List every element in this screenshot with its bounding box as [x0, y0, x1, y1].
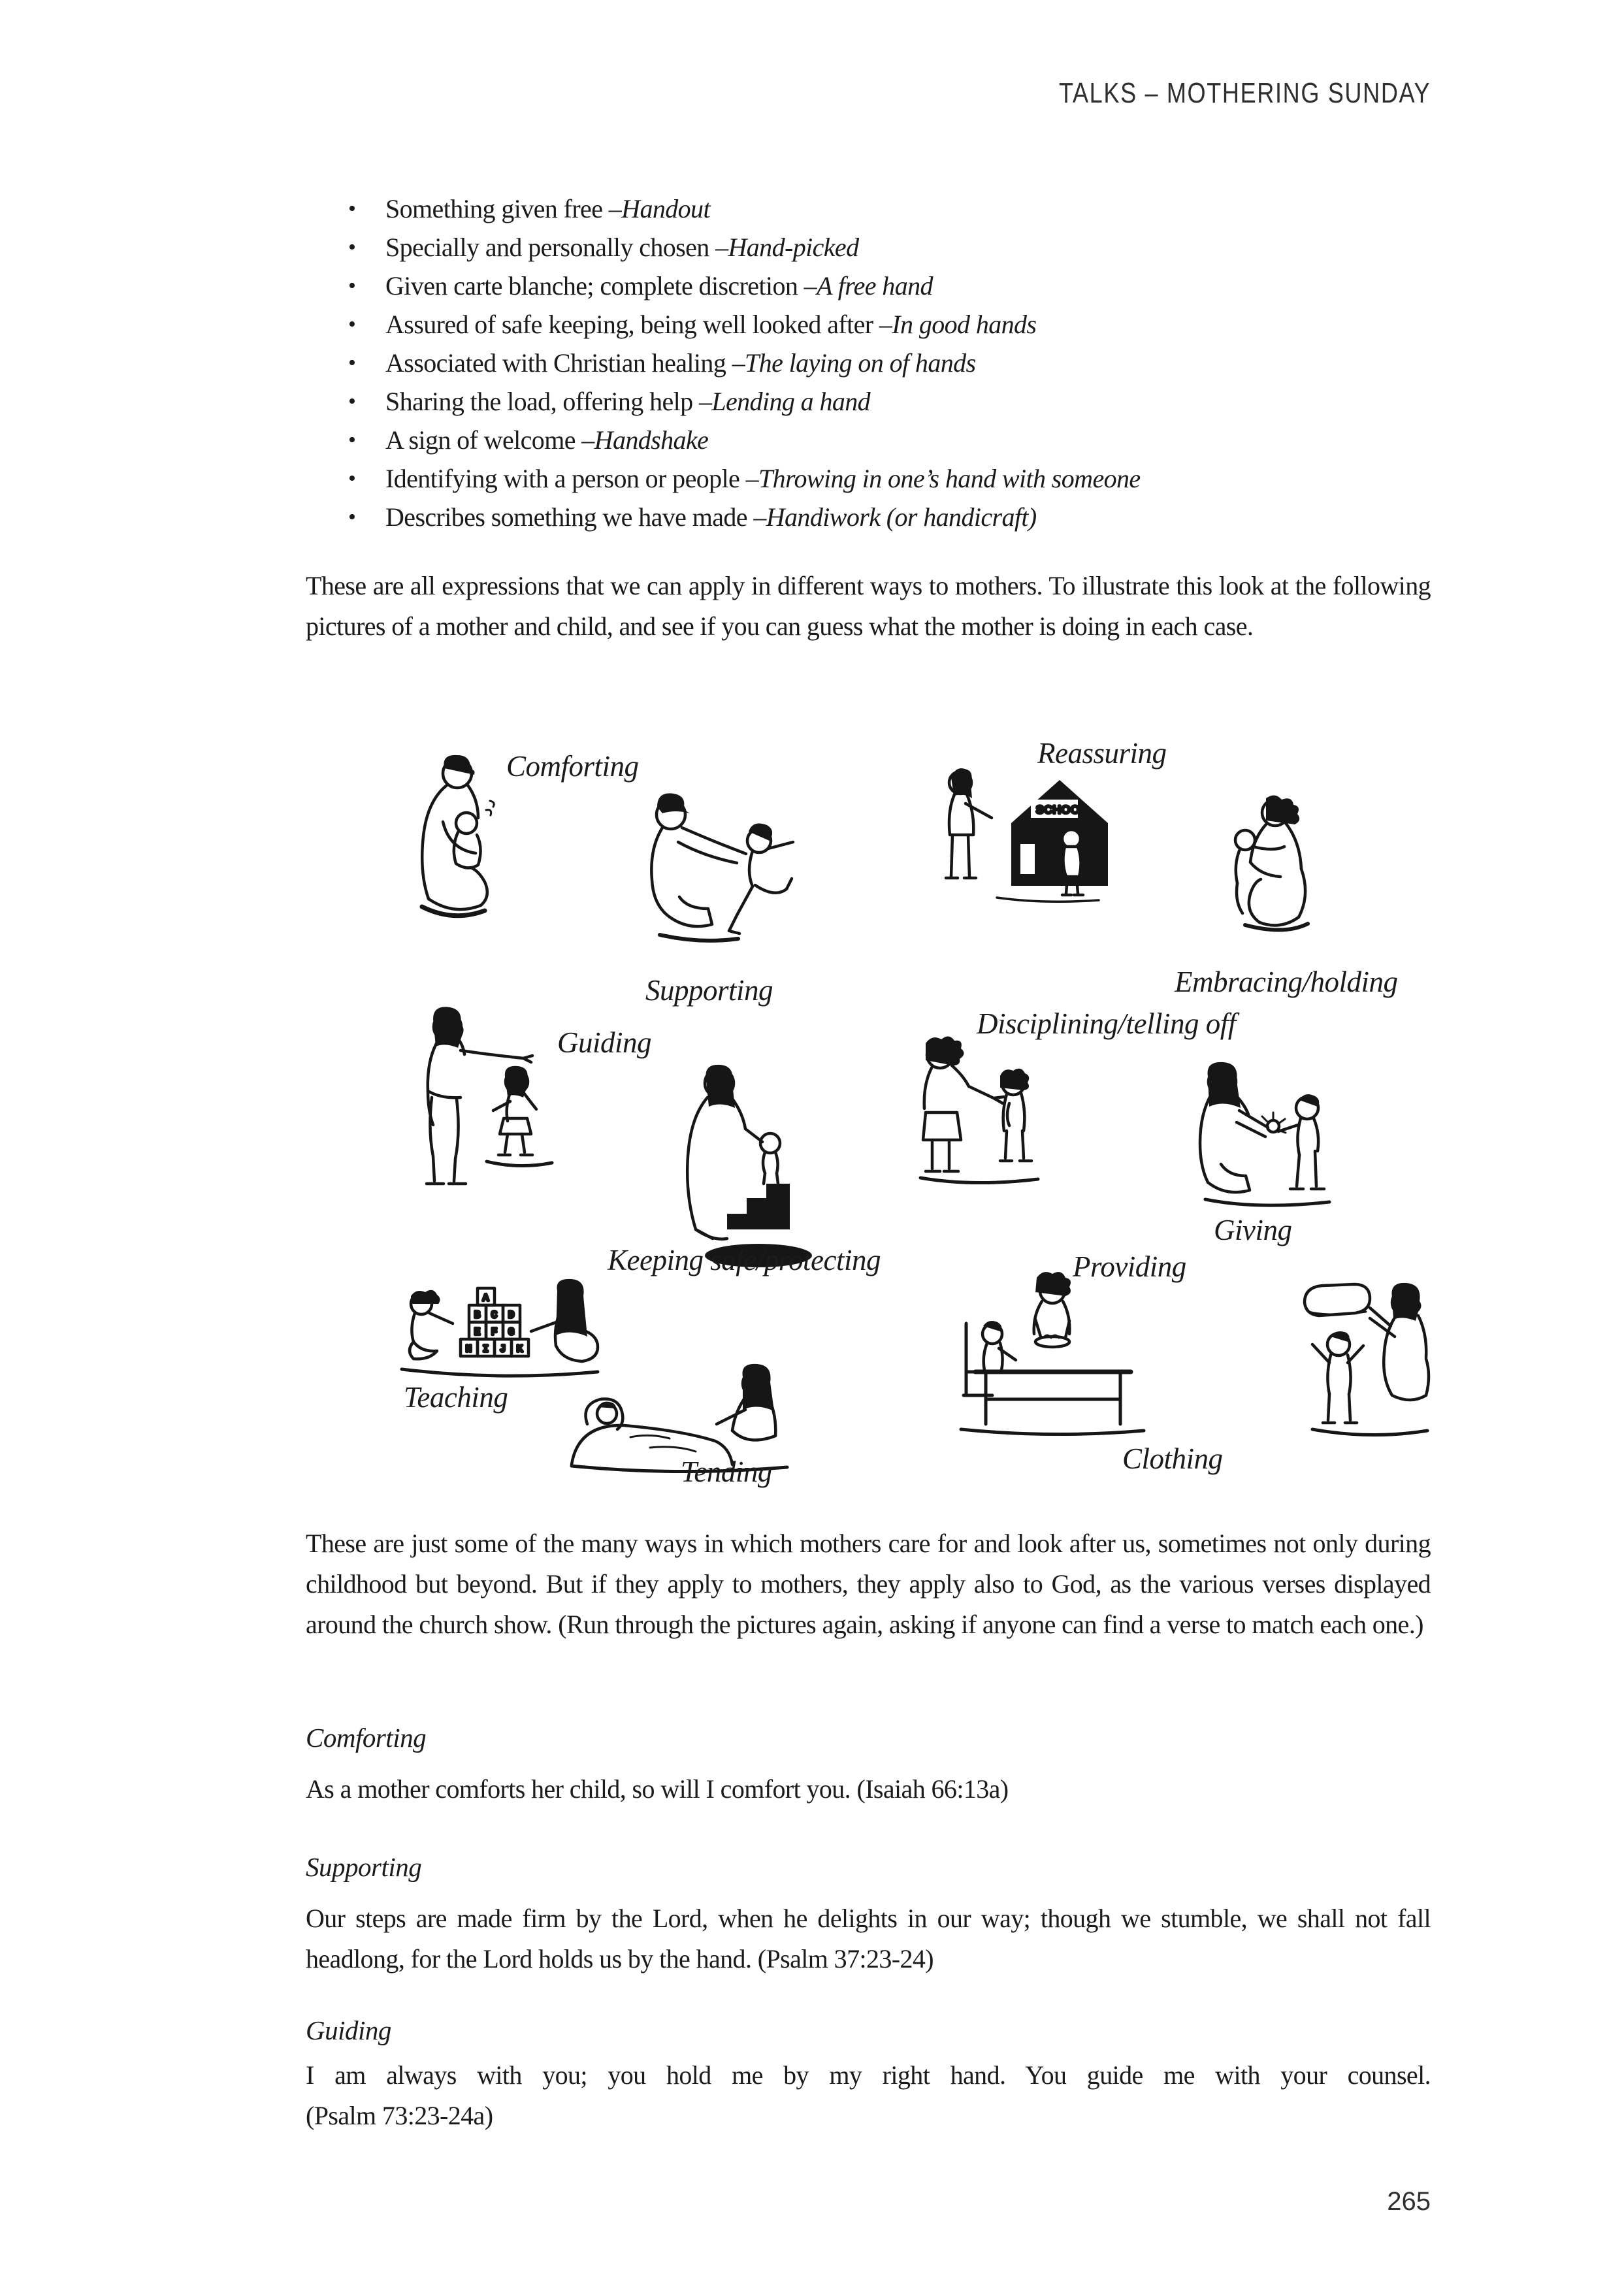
bullet-dot: • — [348, 235, 356, 259]
school-sign-text: SCHOOL — [1036, 804, 1087, 816]
bullet-dot: • — [348, 505, 356, 529]
bullet-text: A sign of welcome – — [385, 425, 594, 455]
tending-label: Tending — [681, 1455, 772, 1488]
section-heading-guiding: Guiding — [306, 2015, 391, 2045]
bullet-text: Assured of safe keeping, being well looked after – — [385, 310, 892, 339]
bullet-list — [348, 189, 1141, 536]
section-heading-supporting: Supporting — [306, 1852, 422, 1882]
supporting-label: Supporting — [645, 974, 773, 1007]
verse-guiding: I am always with you; you hold me by my right hand. You guide me with your counsel. — [306, 2060, 1431, 2090]
vignette-reassuring — [934, 737, 1167, 921]
bullet-dot: • — [348, 389, 356, 414]
intro-paragraph: These are all expressions that we can apply in different ways to mothers. To illustrate this look at the following pictures of a mother and child, and see if you can guess what the mother is doing in each case. — [306, 571, 1431, 641]
comforting-label: Comforting — [506, 750, 639, 783]
bullet-term: Handiwork (or handicraft) — [766, 502, 1037, 532]
embracing-holding-illustration — [1182, 784, 1346, 967]
giving-label: Giving — [1214, 1214, 1292, 1246]
bullet-dot: • — [348, 351, 356, 375]
page-number: 265 — [1387, 2187, 1431, 2216]
bullet-term: Lending a hand — [711, 387, 871, 416]
bullet-term: Handshake — [594, 425, 709, 455]
comforting-illustration — [398, 745, 523, 934]
verse-guiding-reference: (Psalm 73:23-24a) — [306, 2101, 493, 2130]
vignette-guiding — [395, 999, 652, 1202]
bullet-dot: • — [348, 274, 356, 298]
clothing-illustration — [1271, 1261, 1453, 1467]
bullet-item — [348, 267, 1141, 305]
section-heading-comforting: Comforting — [306, 1723, 427, 1753]
keeping-safe-protecting-illustration — [650, 1045, 813, 1277]
vignette-keeping-safe — [608, 1045, 881, 1277]
bullet-item — [348, 498, 1141, 536]
block-letter-row: EFG — [474, 1327, 526, 1338]
after-pictures-paragraph: These are just some of the many ways in which mothers care for and look after us, sometimes not only during childhood but beyond. But if they apply to mothers, they apply also to God, as the various verses displayed around the church show. (Run through the pictures again, asking if anyone can find a verse to match each one.) — [306, 1529, 1431, 1639]
vignette-disciplining — [898, 1007, 1236, 1210]
bullet-term: Hand-picked — [728, 233, 859, 262]
bullet-item — [348, 421, 1141, 459]
running-header: TALKS – MOTHERING SUNDAY — [1058, 77, 1431, 109]
vignette-embracing — [1175, 784, 1398, 998]
bullet-term: Handout — [621, 194, 710, 223]
clothing-label: Clothing — [1122, 1442, 1223, 1475]
bullet-text: Associated with Christian healing – — [385, 348, 745, 378]
guiding-illustration — [395, 999, 559, 1202]
vignette-supporting — [608, 781, 823, 1007]
providing-illustration — [937, 1261, 1166, 1447]
verse-comforting: As a mother comforts her child, so will I comfort you. (Isaiah 66:13a) — [306, 1774, 1009, 1804]
bullet-item — [348, 228, 1141, 267]
bullet-dot: • — [348, 197, 356, 221]
giving-illustration — [1166, 1039, 1349, 1238]
bullet-text: Sharing the load, offering help – — [385, 387, 712, 416]
providing-label: Providing — [1073, 1250, 1186, 1283]
bullet-item — [348, 382, 1141, 421]
bullet-item — [348, 459, 1141, 498]
vignette-providing — [937, 1250, 1186, 1447]
bullet-item — [348, 305, 1141, 344]
vignette-comforting — [398, 745, 639, 934]
disciplining-telling-off-label: Disciplining/telling off — [977, 1007, 1236, 1040]
bullet-dot: • — [348, 312, 356, 336]
bullet-term: Throwing in one’s hand with someone — [758, 464, 1141, 493]
reassuring-label: Reassuring — [1037, 737, 1167, 770]
block-letter-row: BCD — [474, 1310, 526, 1321]
disciplining-telling-off-illustration — [898, 1021, 1055, 1210]
bullet-dot: • — [348, 428, 356, 452]
keeping-safe-protecting-label: Keeping safe/protecting — [608, 1244, 881, 1276]
bullet-term: A free hand — [817, 271, 933, 300]
vignette-tending — [552, 1326, 813, 1489]
bullet-text: Describes something we have made – — [385, 502, 766, 532]
vignette-clothing — [1122, 1261, 1453, 1475]
bullet-item — [348, 189, 1141, 228]
bullet-dot: • — [348, 466, 356, 491]
bullet-text: Identifying with a person or people – — [385, 464, 758, 493]
bullet-term: The laying on of hands — [745, 348, 976, 378]
bullet-text: Specially and personally chosen – — [385, 233, 728, 262]
embracing-holding-label: Embracing/holding — [1175, 966, 1398, 998]
verse-supporting: Our steps are made firm by the Lord, when he delights in our way; though we stumble, we shall not fall headlong, for the Lord holds us by the hand. (Psalm 37:23-24) — [306, 1904, 1431, 1973]
mother-child-illustrations — [281, 722, 1496, 1516]
bullet-text: Something given free – — [385, 194, 622, 223]
bullet-item — [348, 344, 1141, 382]
block-letter-row: A — [483, 1293, 500, 1304]
reassuring-illustration — [934, 758, 1117, 921]
block-letter-row: HIJK — [466, 1344, 534, 1355]
bullet-term: In good hands — [892, 310, 1037, 339]
guiding-label: Guiding — [557, 1026, 652, 1059]
bullet-text: Given carte blanche; complete discretion – — [385, 271, 817, 300]
supporting-illustration — [608, 781, 823, 964]
vignette-giving — [1166, 1039, 1349, 1246]
teaching-label: Teaching — [404, 1381, 508, 1414]
